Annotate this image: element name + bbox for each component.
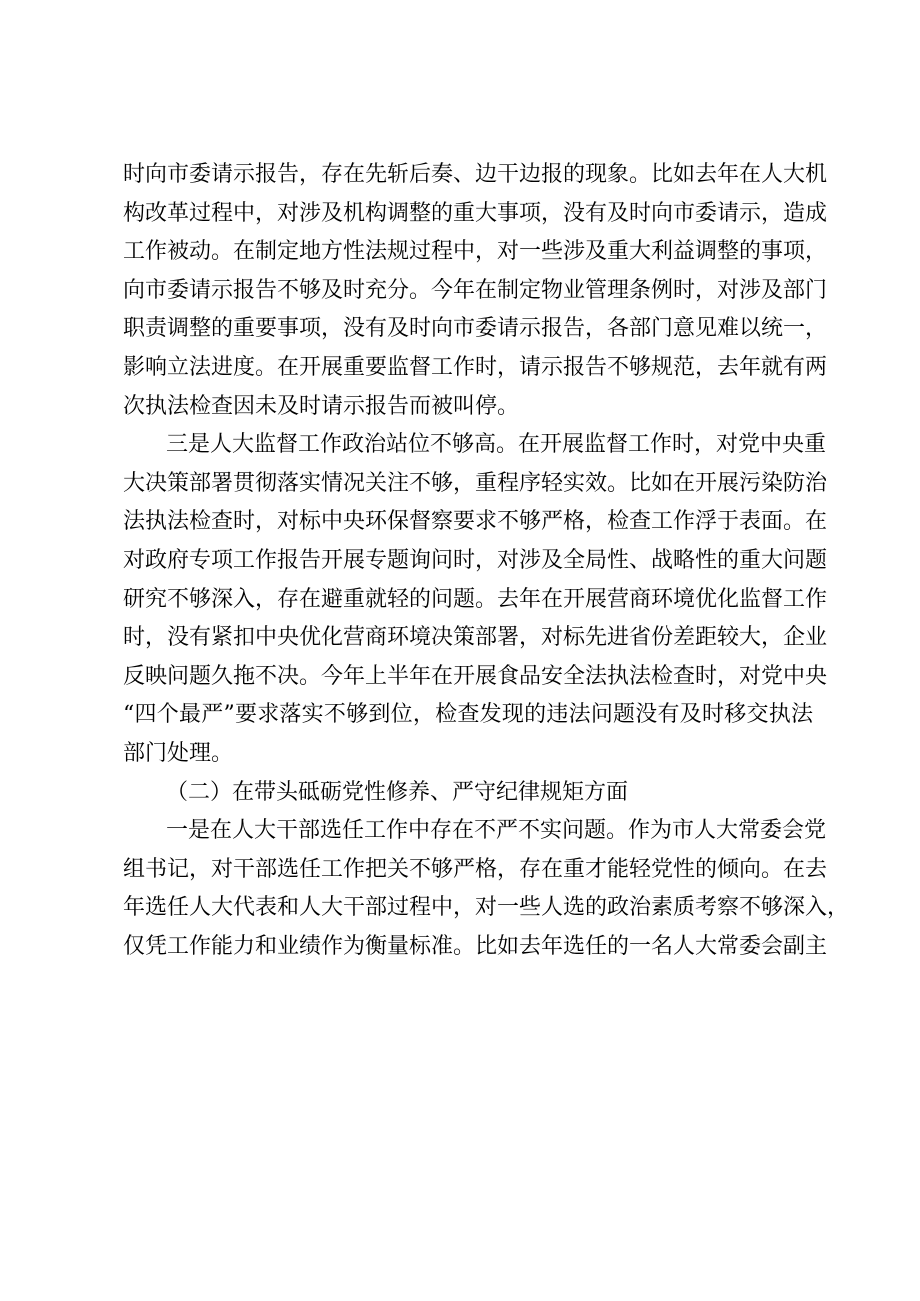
text-line: 部门处理。 [123, 740, 234, 766]
text-line: 时，没有紧扣中央优化营商环境决策部署，对标先进省份差距较大，企业 [123, 625, 828, 651]
text-line: 影响立法进度。在开展重要监督工作时，请示报告不够规范，去年就有两 [123, 354, 828, 380]
section-heading: （二）在带头砥砺党性修养、严守纪律规矩方面 [166, 779, 629, 805]
text-line: 反映问题久拖不决。今年上半年在开展食品安全法执法检查时，对党中央 [123, 663, 828, 689]
text-line: 构改革过程中，对涉及机构调整的重大事项，没有及时向市委请示，造成 [123, 200, 828, 226]
text-line: 职责调整的重要事项，没有及时向市委请示报告，各部门意见难以统一， [123, 316, 828, 342]
text-line: 对政府专项工作报告开展专题询问时，对涉及全局性、战略性的重大问题 [123, 547, 828, 573]
paragraph-start-line: 三是人大监督工作政治站位不够高。在开展监督工作时，对党中央重 [166, 432, 827, 458]
text-line: 组书记，对干部选任工作把关不够严格，存在重才能轻党性的倾向。在去 [123, 856, 828, 882]
text-line: “四个最严”要求落实不够到位，检查发现的违法问题没有及时移交执法 [123, 702, 813, 728]
text-line: 仅凭工作能力和业绩作为衡量标准。比如去年选任的一名人大常委会副主 [123, 933, 828, 959]
text-line: 向市委请示报告不够及时充分。今年在制定物业管理条例时，对涉及部门 [123, 277, 828, 303]
text-line: 大决策部署贯彻落实情况关注不够，重程序轻实效。比如在开展污染防治 [123, 470, 828, 496]
paragraph-start-line: 一是在人大干部选任工作中存在不严不实问题。作为市人大常委会党 [166, 818, 827, 844]
text-line: 研究不够深入，存在避重就轻的问题。去年在开展营商环境优化监督工作 [123, 586, 828, 612]
body-text [123, 162, 850, 973]
text-line: 工作被动。在制定地方性法规过程中，对一些涉及重大利益调整的事项， [123, 239, 828, 265]
text-line: 法执法检查时，对标中央环保督察要求不够严格，检查工作浮于表面。在 [123, 509, 828, 535]
text-line: 次执法检查因未及时请示报告而被叫停。 [123, 393, 520, 419]
text-line: 时向市委请示报告，存在先斩后奏、边干边报的现象。比如去年在人大机 [123, 162, 828, 187]
text-line: 年选任人大代表和人大干部过程中，对一些人选的政治素质考察不够深入， [123, 895, 850, 921]
